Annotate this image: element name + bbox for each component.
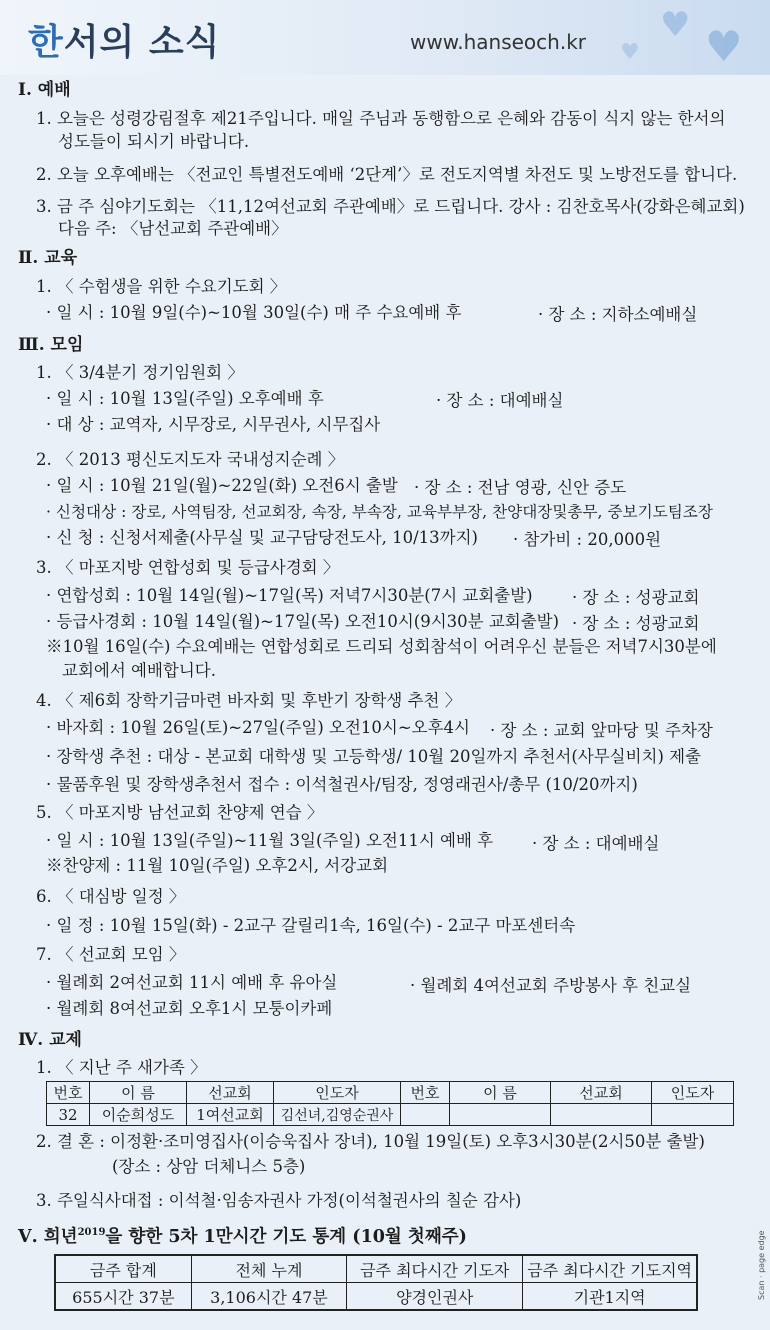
col-top-person: 금주 최다시간 기도자	[347, 1255, 523, 1283]
fellowship-item-2a: 2. 결 혼 : 이정환·조미영집사(이승욱집사 장녀), 10월 19일(토) 오후3시30분(2시50분 출발)	[36, 1132, 705, 1151]
worship-item-3b: 다음 주: 〈남선교회 주관예배〉	[58, 219, 288, 238]
meeting-item-6: 6. 〈 대심방 일정 〉	[36, 887, 186, 906]
cell	[450, 1104, 551, 1126]
table-row	[47, 1104, 734, 1126]
education-item-1-date: · 일 시 : 10월 9일(수)~10월 30일(수) 매 주 수요예배 후	[46, 303, 462, 322]
section-title-meetings: Ⅲ. 모임	[18, 335, 84, 355]
col-number: 번호	[47, 1082, 90, 1104]
worship-item-2: 2. 오늘 오후예배는 〈전교인 특별전도예배 ‘2단계’〉로 전도지역별 차전도 및 노방전도를 합니다.	[36, 165, 738, 184]
prayer-stats-table	[54, 1254, 698, 1311]
cell: 기관1지역	[523, 1283, 697, 1311]
section-title-fellowship: Ⅳ. 교제	[18, 1030, 82, 1050]
fellowship-item-1: 1. 〈 지난 주 새가족 〉	[36, 1058, 207, 1077]
col-number: 번호	[401, 1082, 450, 1104]
meeting-item-2-fee: · 참가비 : 20,000원	[513, 530, 662, 549]
col-week-total: 금주 합계	[55, 1255, 191, 1283]
meeting-item-2-place: · 장 소 : 전남 영광, 신안 증도	[414, 478, 627, 497]
table-row	[55, 1283, 697, 1311]
worship-item-1a: 1. 오늘은 성령강림절후 제21주입니다. 매일 주님과 동행함으로 은혜와 감동이 식지 않는 한서의	[36, 109, 726, 128]
meeting-item-2-date: · 일 시 : 10월 21일(월)~22일(화) 오전6시 출발	[46, 476, 398, 495]
education-item-1-place: · 장 소 : 지하소예배실	[538, 305, 698, 324]
col-mission: 선교회	[187, 1082, 274, 1104]
meeting-item-3-note-b: 교회에서 예배합니다.	[62, 661, 216, 680]
col-guide: 인도자	[274, 1082, 401, 1104]
education-item-1: 1. 〈 수험생을 위한 수요기도회 〉	[36, 277, 287, 296]
meeting-item-5: 5. 〈 마포지방 남선교회 찬양제 연습 〉	[36, 803, 324, 822]
cell	[652, 1104, 734, 1126]
fellowship-item-2b: (장소 : 상암 더체니스 5층)	[112, 1157, 306, 1176]
cell	[551, 1104, 652, 1126]
cell: 김선녀,김영순권사	[274, 1104, 401, 1126]
table-header-row	[55, 1255, 697, 1283]
prayer-title-sup: 2019	[77, 1227, 106, 1238]
meeting-item-5-note: ※찬양제 : 11월 10일(주일) 오후2시, 서강교회	[46, 856, 389, 875]
meeting-item-3-note-a: ※10월 16일(수) 수요예배는 연합성회로 드리되 성회참석이 어려우신 분들은 저녁7시30분에	[46, 637, 717, 656]
cell: 이순희성도	[90, 1104, 187, 1126]
newsletter-logo	[28, 14, 220, 65]
new-family-table	[46, 1081, 734, 1126]
cell: 1여선교회	[187, 1104, 274, 1126]
meeting-item-2: 2. 〈 2013 평신도지도자 국내성지순례 〉	[36, 450, 345, 469]
meeting-item-6-schedule: · 일 정 : 10월 15일(화) - 2교구 갈릴리1속, 16일(수) - 2교구 마포센터속	[46, 916, 576, 935]
cell: 32	[47, 1104, 90, 1126]
prayer-title-b: 을 향한 5차 1만시간 기도 통계 (10월 첫째주)	[105, 1226, 467, 1247]
col-cumulative: 전체 누계	[191, 1255, 346, 1283]
site-url[interactable]: www.hanseoch.kr	[410, 30, 586, 54]
meeting-item-4: 4. 〈 제6회 장학기금마련 바자회 및 후반기 장학생 추천 〉	[36, 691, 462, 710]
col-name: 이 름	[90, 1082, 187, 1104]
logo-han: 한	[28, 22, 64, 63]
meeting-item-7-b: · 월례회 4여선교회 주방봉사 후 친교실	[410, 976, 692, 995]
meeting-item-7-a: · 월례회 2여선교회 11시 예배 후 유아실	[46, 973, 338, 992]
meeting-item-3-revival: · 연합성회 : 10월 14일(월)~17일(목) 저녁7시30분(7시 교회출발)	[46, 586, 533, 605]
section-title-prayer	[18, 1222, 467, 1248]
meeting-item-7: 7. 〈 선교회 모임 〉	[36, 945, 186, 964]
meeting-item-1-target: · 대 상 : 교역자, 시무장로, 시무권사, 시무집사	[46, 415, 381, 434]
heart-icon: ♥	[660, 5, 691, 45]
section-title-education: Ⅱ. 교육	[18, 248, 78, 268]
section-title-worship: Ⅰ. 예배	[18, 80, 71, 100]
meeting-item-3-class: · 등급사경회 : 10월 14일(월)~17일(목) 오전10시(9시30분 교회출발)	[46, 612, 560, 631]
meeting-item-4-bazaar: · 바자회 : 10월 26일(토)~27일(주일) 오전10시~오후4시	[46, 718, 470, 737]
meeting-item-4-scholarship: · 장학생 추천 : 대상 - 본교회 대학생 및 고등학생/ 10월 20일까지 추천서(사무실비치) 제출	[46, 747, 702, 766]
meeting-item-2-apply: · 신 청 : 신청서제출(사무실 및 교구담당전도사, 10/13까지)	[46, 528, 478, 547]
heart-icon: ♥	[705, 22, 743, 71]
table-header-row	[47, 1082, 734, 1104]
prayer-title-a: Ⅴ. 희년	[18, 1226, 78, 1247]
cell: 655시간 37분	[55, 1283, 191, 1311]
page-edge-text: Scan · page edge	[757, 1230, 766, 1300]
meeting-item-2-target: · 신청대상 : 장로, 사역팀장, 선교회장, 속장, 부속장, 교육부부장, 찬양대장및총무, 중보기도팀조장	[46, 503, 713, 521]
worship-item-1b: 성도들이 되시기 바랍니다.	[58, 132, 250, 151]
meeting-item-5-date: · 일 시 : 10월 13일(주일)~11월 3일(주일) 오전11시 예배 후	[46, 831, 494, 850]
meeting-item-7-c: · 월례회 8여선교회 오후1시 모퉁이카페	[46, 999, 333, 1018]
heart-icon: ♥	[620, 40, 640, 65]
logo-title: 서의 소식	[63, 22, 221, 63]
meeting-item-3-class-place: · 장 소 : 성광교회	[572, 614, 700, 633]
col-top-region: 금주 최다시간 기도지역	[523, 1255, 697, 1283]
meeting-item-4-donation: · 물품후원 및 장학생추천서 접수 : 이석철권사/팀장, 정영래권사/총무 (10/20까지)	[46, 775, 638, 794]
meeting-item-1-date: · 일 시 : 10월 13일(주일) 오후예배 후	[46, 389, 324, 408]
meeting-item-1: 1. 〈 3/4분기 정기임원회 〉	[36, 363, 244, 382]
cell	[401, 1104, 450, 1126]
col-guide: 인도자	[652, 1082, 734, 1104]
meeting-item-3-revival-place: · 장 소 : 성광교회	[572, 588, 700, 607]
header-banner	[0, 0, 770, 75]
meeting-item-4-bazaar-place: · 장 소 : 교회 앞마당 및 주차장	[490, 721, 713, 740]
fellowship-item-3: 3. 주일식사대접 : 이석철·임송자권사 가정(이석철권사의 칠순 감사)	[36, 1191, 522, 1210]
col-name: 이 름	[450, 1082, 551, 1104]
meeting-item-3: 3. 〈 마포지방 연합성회 및 등급사경회 〉	[36, 558, 340, 577]
col-mission: 선교회	[551, 1082, 652, 1104]
meeting-item-5-place: · 장 소 : 대예배실	[532, 834, 660, 853]
meeting-item-1-place: · 장 소 : 대예배실	[436, 391, 564, 410]
cell: 양경인권사	[347, 1283, 523, 1311]
worship-item-3a: 3. 금 주 심야기도회는 〈11,12여선교회 주관예배〉로 드립니다. 강사 : 김찬호목사(강화은혜교회)	[36, 197, 745, 216]
cell: 3,106시간 47분	[191, 1283, 346, 1311]
